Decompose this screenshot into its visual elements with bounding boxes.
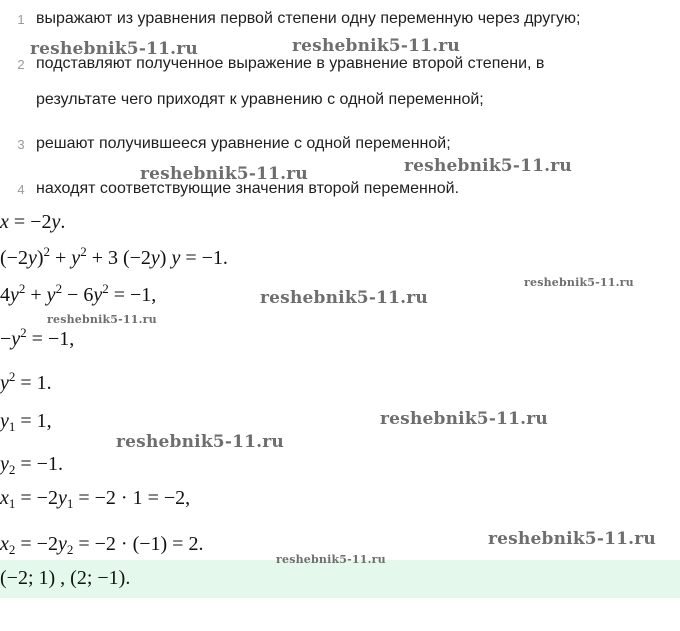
step-text: выражают из уравнения первой степени одну переменную через другую; [36,10,581,27]
equation-y2: $y_2 = -1$. [0,453,63,477]
watermark: reshebnik5-11.ru [140,164,308,184]
equation-expanded: $4y^2 + y^2 - 6y^2 = -1$, [0,281,157,306]
step-text: подставляют полученное выражение в уравнение второй степени, в [36,55,545,72]
watermark: reshebnik5-11.ru [30,39,198,59]
step-text-continued: результате чего приходят к уравнению с одной переменной; [36,91,484,108]
watermark: reshebnik5-11.ru [116,432,284,452]
equation-x1: $x_1 = -2y_1 = -2 \cdot 1 = -2$, [0,487,191,511]
watermark: reshebnik5-11.ru [292,36,460,56]
watermark: reshebnik5-11.ru [47,313,157,326]
step-number: 4 [17,182,25,197]
equation-substitution: $(-2y)^2 + y^2 + 3$ (−2y) y = −1. [0,244,228,269]
watermark: reshebnik5-11.ru [276,553,386,566]
equation-x-expressed: x = −2y. [0,211,66,233]
watermark: reshebnik5-11.ru [260,288,428,308]
watermark: reshebnik5-11.ru [524,276,634,289]
step-text: находят соответствующие значения второй переменной. [36,180,460,197]
step-number: 2 [17,57,25,72]
step-number: 1 [17,12,25,27]
step-number: 3 [17,137,25,152]
watermark: reshebnik5-11.ru [380,409,548,429]
equation-x2: $x_2 = -2y_2 = -2 \cdot (-1) = 2$. [0,533,204,557]
equation-simplified: $-y^2 = -1$, [0,325,75,350]
watermark: reshebnik5-11.ru [488,529,656,549]
watermark: reshebnik5-11.ru [404,156,572,176]
step-text: решают получившееся уравнение с одной переменной; [36,135,451,152]
answer-text: (−2; 1) , (2; −1). [0,567,131,589]
equation-y-squared: $y^2 = 1$. [0,369,52,394]
equation-y1: $y_1 = 1$, [0,410,52,434]
